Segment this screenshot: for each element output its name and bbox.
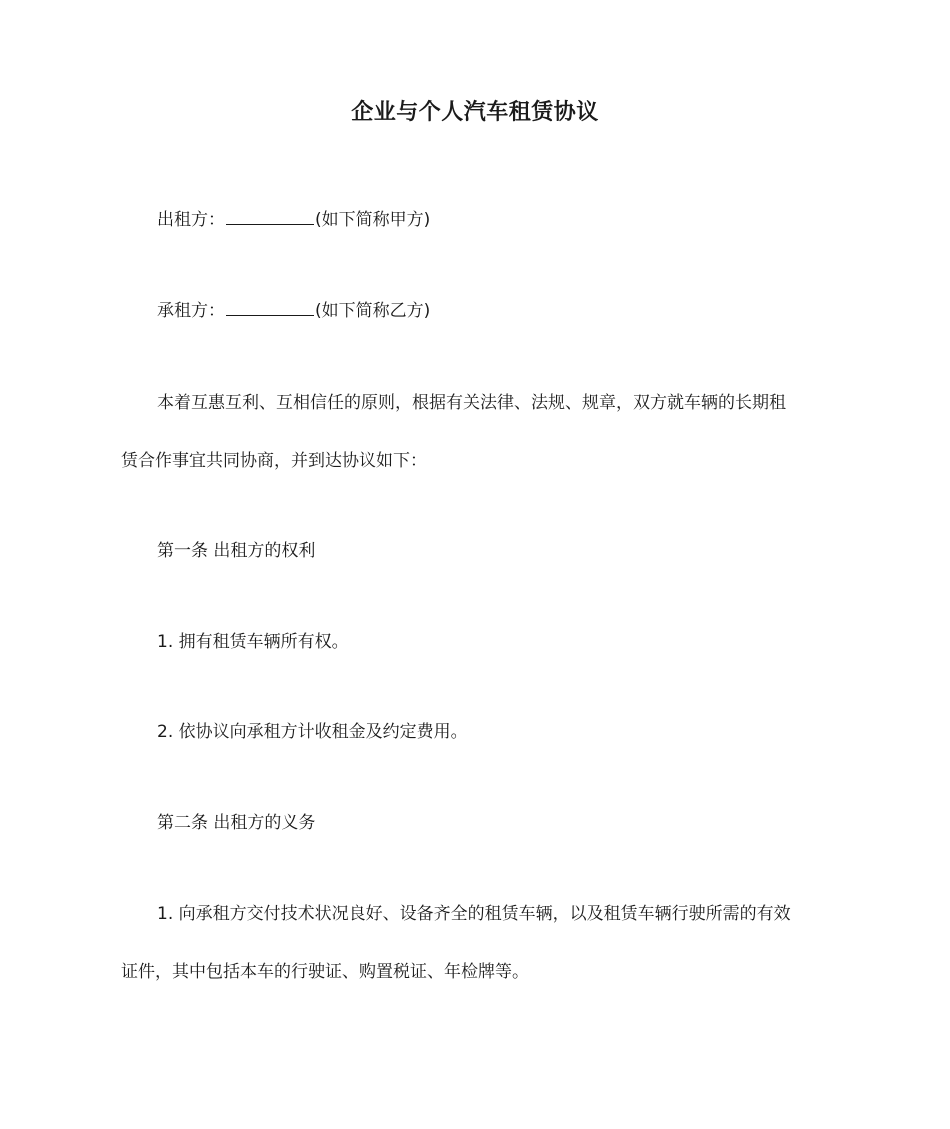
article-2-item-1 [121,885,833,1001]
lessee-suffix: (如下简称乙方) [315,301,431,321]
preamble-line-2: 赁合作事宜共同协商，并到达协议如下： [121,451,427,471]
article-1-item-2: 2. 依协议向承租方计收租金及约定费用。 [157,722,468,742]
article-2-item-1-line-2: 证件，其中包括本车的行驶证、购置税证、年检牌等。 [121,962,529,982]
article-2-item-1-line-1: 1. 向承租方交付技术状况良好、设备齐全的租赁车辆，以及租赁车辆行驶所需的有效 [157,904,791,924]
article-1-item-1: 1. 拥有租赁车辆所有权。 [157,632,349,652]
article-2-heading: 第二条 出租方的义务 [157,813,316,833]
lessor-line [157,205,430,235]
document-title: 企业与个人汽车租赁协议 [351,100,599,125]
lessee-line [157,296,430,326]
lessor-label: 出租方： [157,210,225,230]
lessee-blank [226,297,314,316]
preamble-line-1: 本着互惠互利、互相信任的原则，根据有关法律、法规、规章，双方就车辆的长期租 [157,393,786,413]
lessee-label: 承租方： [157,301,225,321]
lessor-suffix: (如下简称甲方) [315,210,431,230]
lessor-blank [226,206,314,225]
article-1-heading: 第一条 出租方的权利 [157,541,316,561]
preamble-paragraph [121,374,833,490]
